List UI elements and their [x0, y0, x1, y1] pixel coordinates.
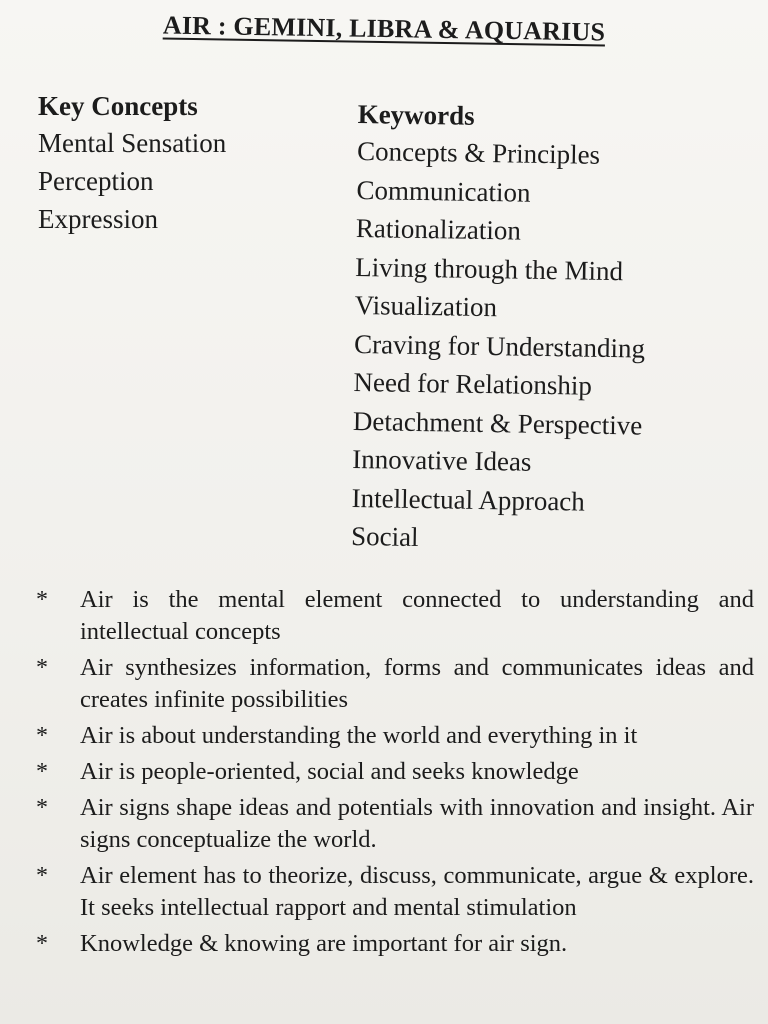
key-concepts-heading: Key Concepts [38, 91, 198, 121]
keyword-item: Detachment & Perspective [352, 405, 643, 441]
bullet-text: Air synthesizes information, forms and communicates ideas and creates infinite possibilities [80, 654, 754, 713]
key-concept-item: Expression [38, 204, 158, 234]
bullet-item [32, 792, 754, 856]
bullet-item [32, 756, 754, 788]
keyword-item: Innovative Ideas [352, 443, 532, 477]
keyword-item: Rationalization [355, 212, 522, 246]
page-title: AIR : GEMINI, LIBRA & AQUARIUS [162, 10, 606, 47]
bullet-item [32, 584, 754, 648]
keyword-item: Living through the Mind [355, 251, 624, 286]
bullet-marker: * [36, 655, 48, 681]
bullet-marker: * [36, 759, 48, 785]
bullet-text: Air is the mental element connected to understanding and intellectual concepts [80, 586, 754, 645]
keyword-item: Communication [356, 174, 531, 208]
bullet-marker: * [36, 863, 48, 889]
bullet-marker: * [36, 795, 48, 821]
keyword-item: Craving for Understanding [353, 328, 646, 364]
keyword-item: Concepts & Principles [356, 135, 601, 170]
key-concepts-list [38, 124, 338, 238]
bullet-item [32, 860, 754, 924]
bullet-item [32, 928, 754, 960]
bullet-text: Air element has to theorize, discuss, communicate, argue & explore. It seeks intellectual rapport and mental stimulation [80, 862, 754, 921]
bullet-item [32, 652, 754, 716]
bullet-marker: * [36, 587, 48, 613]
bullet-text: Air signs shape ideas and potentials with innovation and insight. Air signs conceptualize the world. [80, 794, 754, 853]
bullet-item [32, 720, 754, 752]
key-concepts-column [38, 88, 338, 238]
bullet-text: Air is people-oriented, social and seeks knowledge [80, 758, 579, 785]
bullet-marker: * [36, 931, 48, 957]
keyword-item: Visualization [354, 289, 498, 323]
key-concept-item: Mental Sensation [38, 128, 227, 158]
bullet-list [32, 584, 754, 964]
keyword-item: Social [350, 520, 419, 553]
keyword-item: Intellectual Approach [351, 482, 586, 517]
keywords-list [351, 132, 758, 562]
bullet-text: Knowledge & knowing are important for air sign. [80, 930, 568, 957]
bullet-marker: * [36, 723, 48, 749]
keywords-heading: Keywords [357, 98, 475, 131]
bullet-text: Air is about understanding the world and everything in it [80, 722, 638, 749]
key-concept-item: Perception [38, 166, 154, 196]
keywords-column [351, 96, 758, 562]
keyword-item: Need for Relationship [353, 366, 593, 401]
